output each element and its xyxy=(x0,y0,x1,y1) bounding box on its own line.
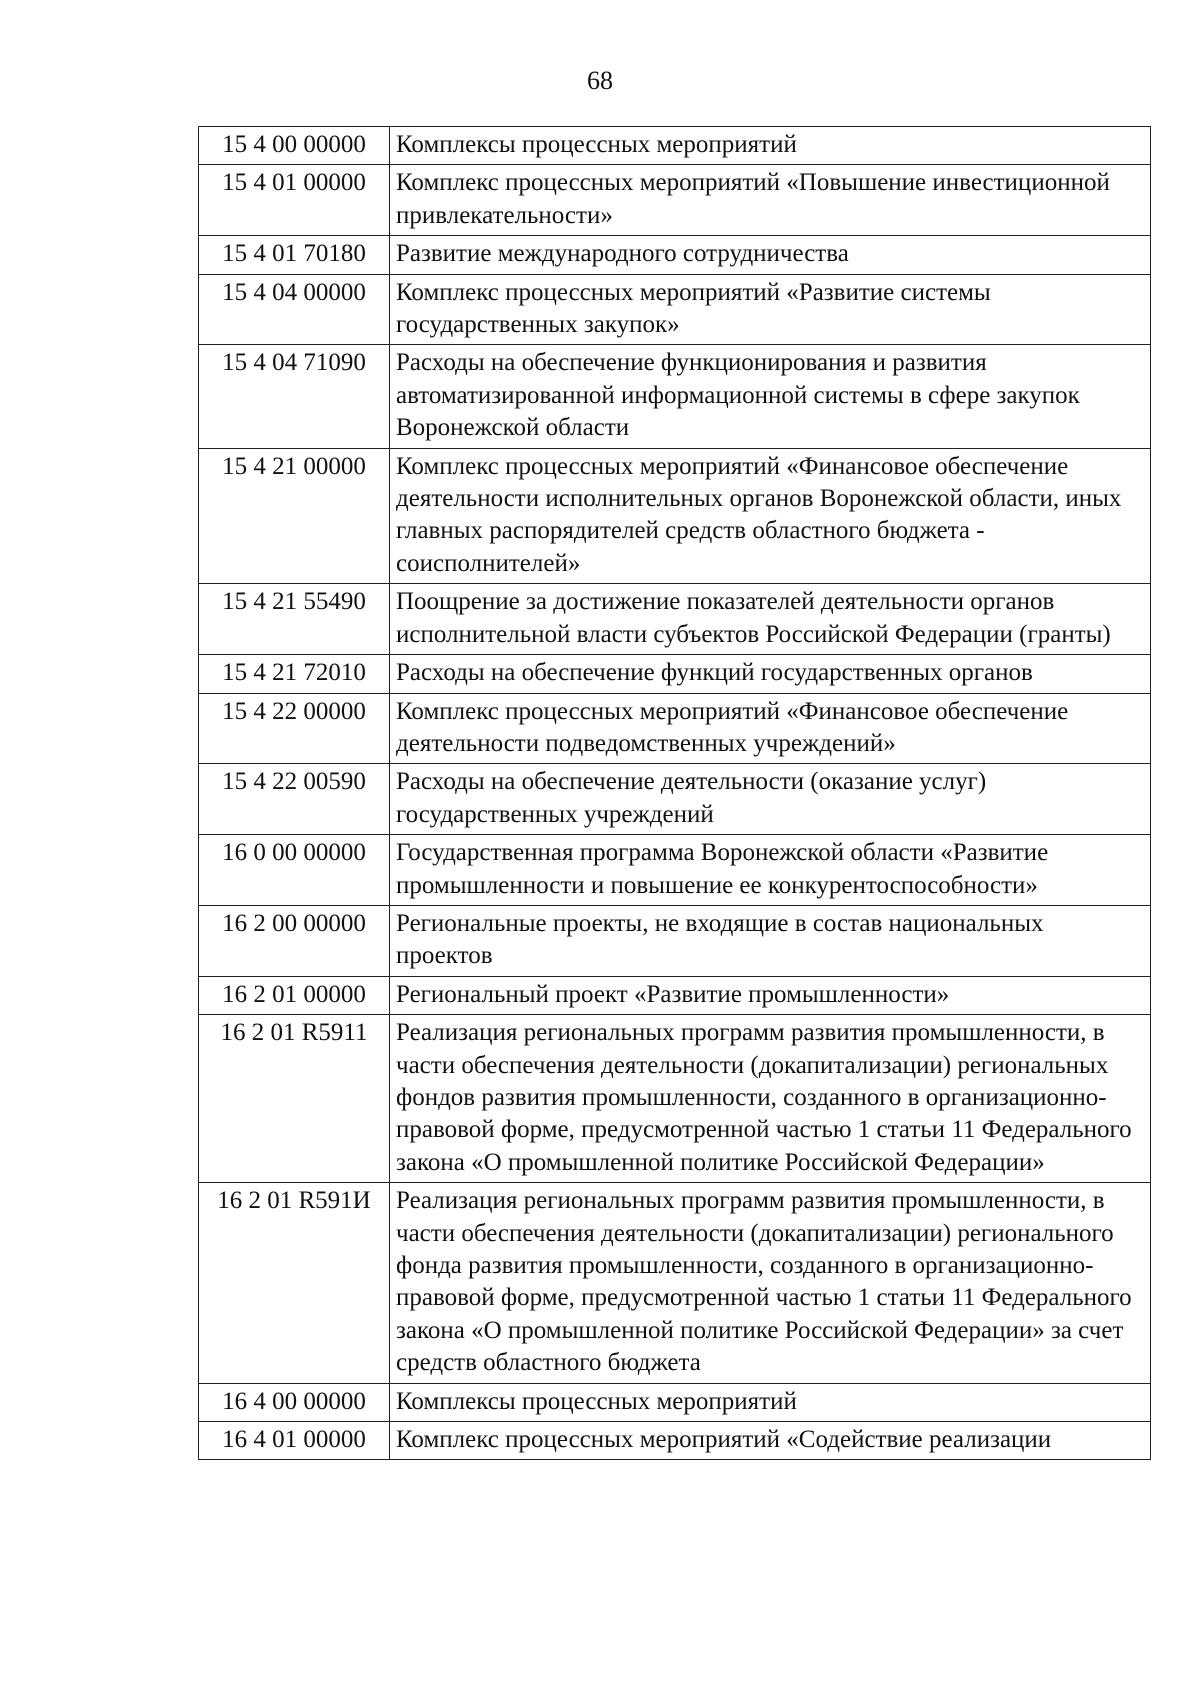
code-cell: 15 4 21 00000 xyxy=(199,448,390,584)
budget-classification-table xyxy=(198,126,1151,1460)
table-row xyxy=(199,274,1151,345)
page-number: 68 xyxy=(587,66,613,95)
table-row xyxy=(199,976,1151,1014)
name-cell: Реализация региональных программ развития промышленности, в части обеспечения деятельности (докапитализации) регионального фонда развития промышленности, созданного в организационно-правовой форме, предусмотренной частью 1 статьи 11 Федерального закона «О промышленной политике Российской Федерации» за счет средств областного бюджета xyxy=(390,1183,1151,1383)
code-cell: 16 2 01 00000 xyxy=(199,976,390,1014)
table-row xyxy=(199,1422,1151,1460)
name-cell: Комплекс процессных мероприятий «Содействие реализации xyxy=(390,1422,1151,1460)
code-cell: 15 4 01 70180 xyxy=(199,236,390,274)
code-cell: 16 2 01 R5911 xyxy=(199,1015,390,1183)
table-row xyxy=(199,584,1151,655)
table-row xyxy=(199,655,1151,693)
name-cell: Комплексы процессных мероприятий xyxy=(390,127,1151,165)
name-cell: Комплекс процессных мероприятий «Развитие системы государственных закупок» xyxy=(390,274,1151,345)
name-cell: Комплекс процессных мероприятий «Повышение инвестиционной привлекательности» xyxy=(390,165,1151,236)
code-cell: 15 4 04 71090 xyxy=(199,345,390,448)
table-row xyxy=(199,835,1151,906)
code-cell: 16 4 00 00000 xyxy=(199,1383,390,1421)
name-cell: Региональные проекты, не входящие в состав национальных проектов xyxy=(390,905,1151,976)
code-cell: 16 2 00 00000 xyxy=(199,905,390,976)
table-row xyxy=(199,693,1151,764)
table-row xyxy=(199,448,1151,584)
name-cell: Поощрение за достижение показателей деятельности органов исполнительной власти субъектов Российской Федерации (гранты) xyxy=(390,584,1151,655)
name-cell: Комплексы процессных мероприятий xyxy=(390,1383,1151,1421)
table-row xyxy=(199,905,1151,976)
name-cell: Расходы на обеспечение функционирования и развития автоматизированной информационной системы в сфере закупок Воронежской области xyxy=(390,345,1151,448)
name-cell: Региональный проект «Развитие промышленности» xyxy=(390,976,1151,1014)
name-cell: Расходы на обеспечение функций государственных органов xyxy=(390,655,1151,693)
table-row xyxy=(199,165,1151,236)
name-cell: Развитие международного сотрудничества xyxy=(390,236,1151,274)
code-cell: 15 4 22 00000 xyxy=(199,693,390,764)
name-cell: Расходы на обеспечение деятельности (оказание услуг) государственных учреждений xyxy=(390,764,1151,835)
code-cell: 16 4 01 00000 xyxy=(199,1422,390,1460)
code-cell: 15 4 22 00590 xyxy=(199,764,390,835)
code-cell: 16 0 00 00000 xyxy=(199,835,390,906)
code-cell: 15 4 21 55490 xyxy=(199,584,390,655)
table-row xyxy=(199,1383,1151,1421)
table-row xyxy=(199,345,1151,448)
code-cell: 15 4 04 00000 xyxy=(199,274,390,345)
name-cell: Комплекс процессных мероприятий «Финансовое обеспечение деятельности подведомственных учреждений» xyxy=(390,693,1151,764)
name-cell: Государственная программа Воронежской области «Развитие промышленности и повышение ее конкурентоспособности» xyxy=(390,835,1151,906)
code-cell: 16 2 01 R591И xyxy=(199,1183,390,1383)
table-row xyxy=(199,1183,1151,1383)
name-cell: Реализация региональных программ развития промышленности, в части обеспечения деятельности (докапитализации) региональных фондов развития промышленности, созданного в организационно-правовой форме, предусмотренной частью 1 статьи 11 Федерального закона «О промышленной политике Российской Федерации» xyxy=(390,1015,1151,1183)
code-cell: 15 4 01 00000 xyxy=(199,165,390,236)
table-row xyxy=(199,1015,1151,1183)
name-cell: Комплекс процессных мероприятий «Финансовое обеспечение деятельности исполнительных органов Воронежской области, иных главных распорядителей средств областного бюджета - соисполнителей» xyxy=(390,448,1151,584)
table-row xyxy=(199,236,1151,274)
table-row xyxy=(199,127,1151,165)
table-row xyxy=(199,764,1151,835)
code-cell: 15 4 21 72010 xyxy=(199,655,390,693)
code-cell: 15 4 00 00000 xyxy=(199,127,390,165)
